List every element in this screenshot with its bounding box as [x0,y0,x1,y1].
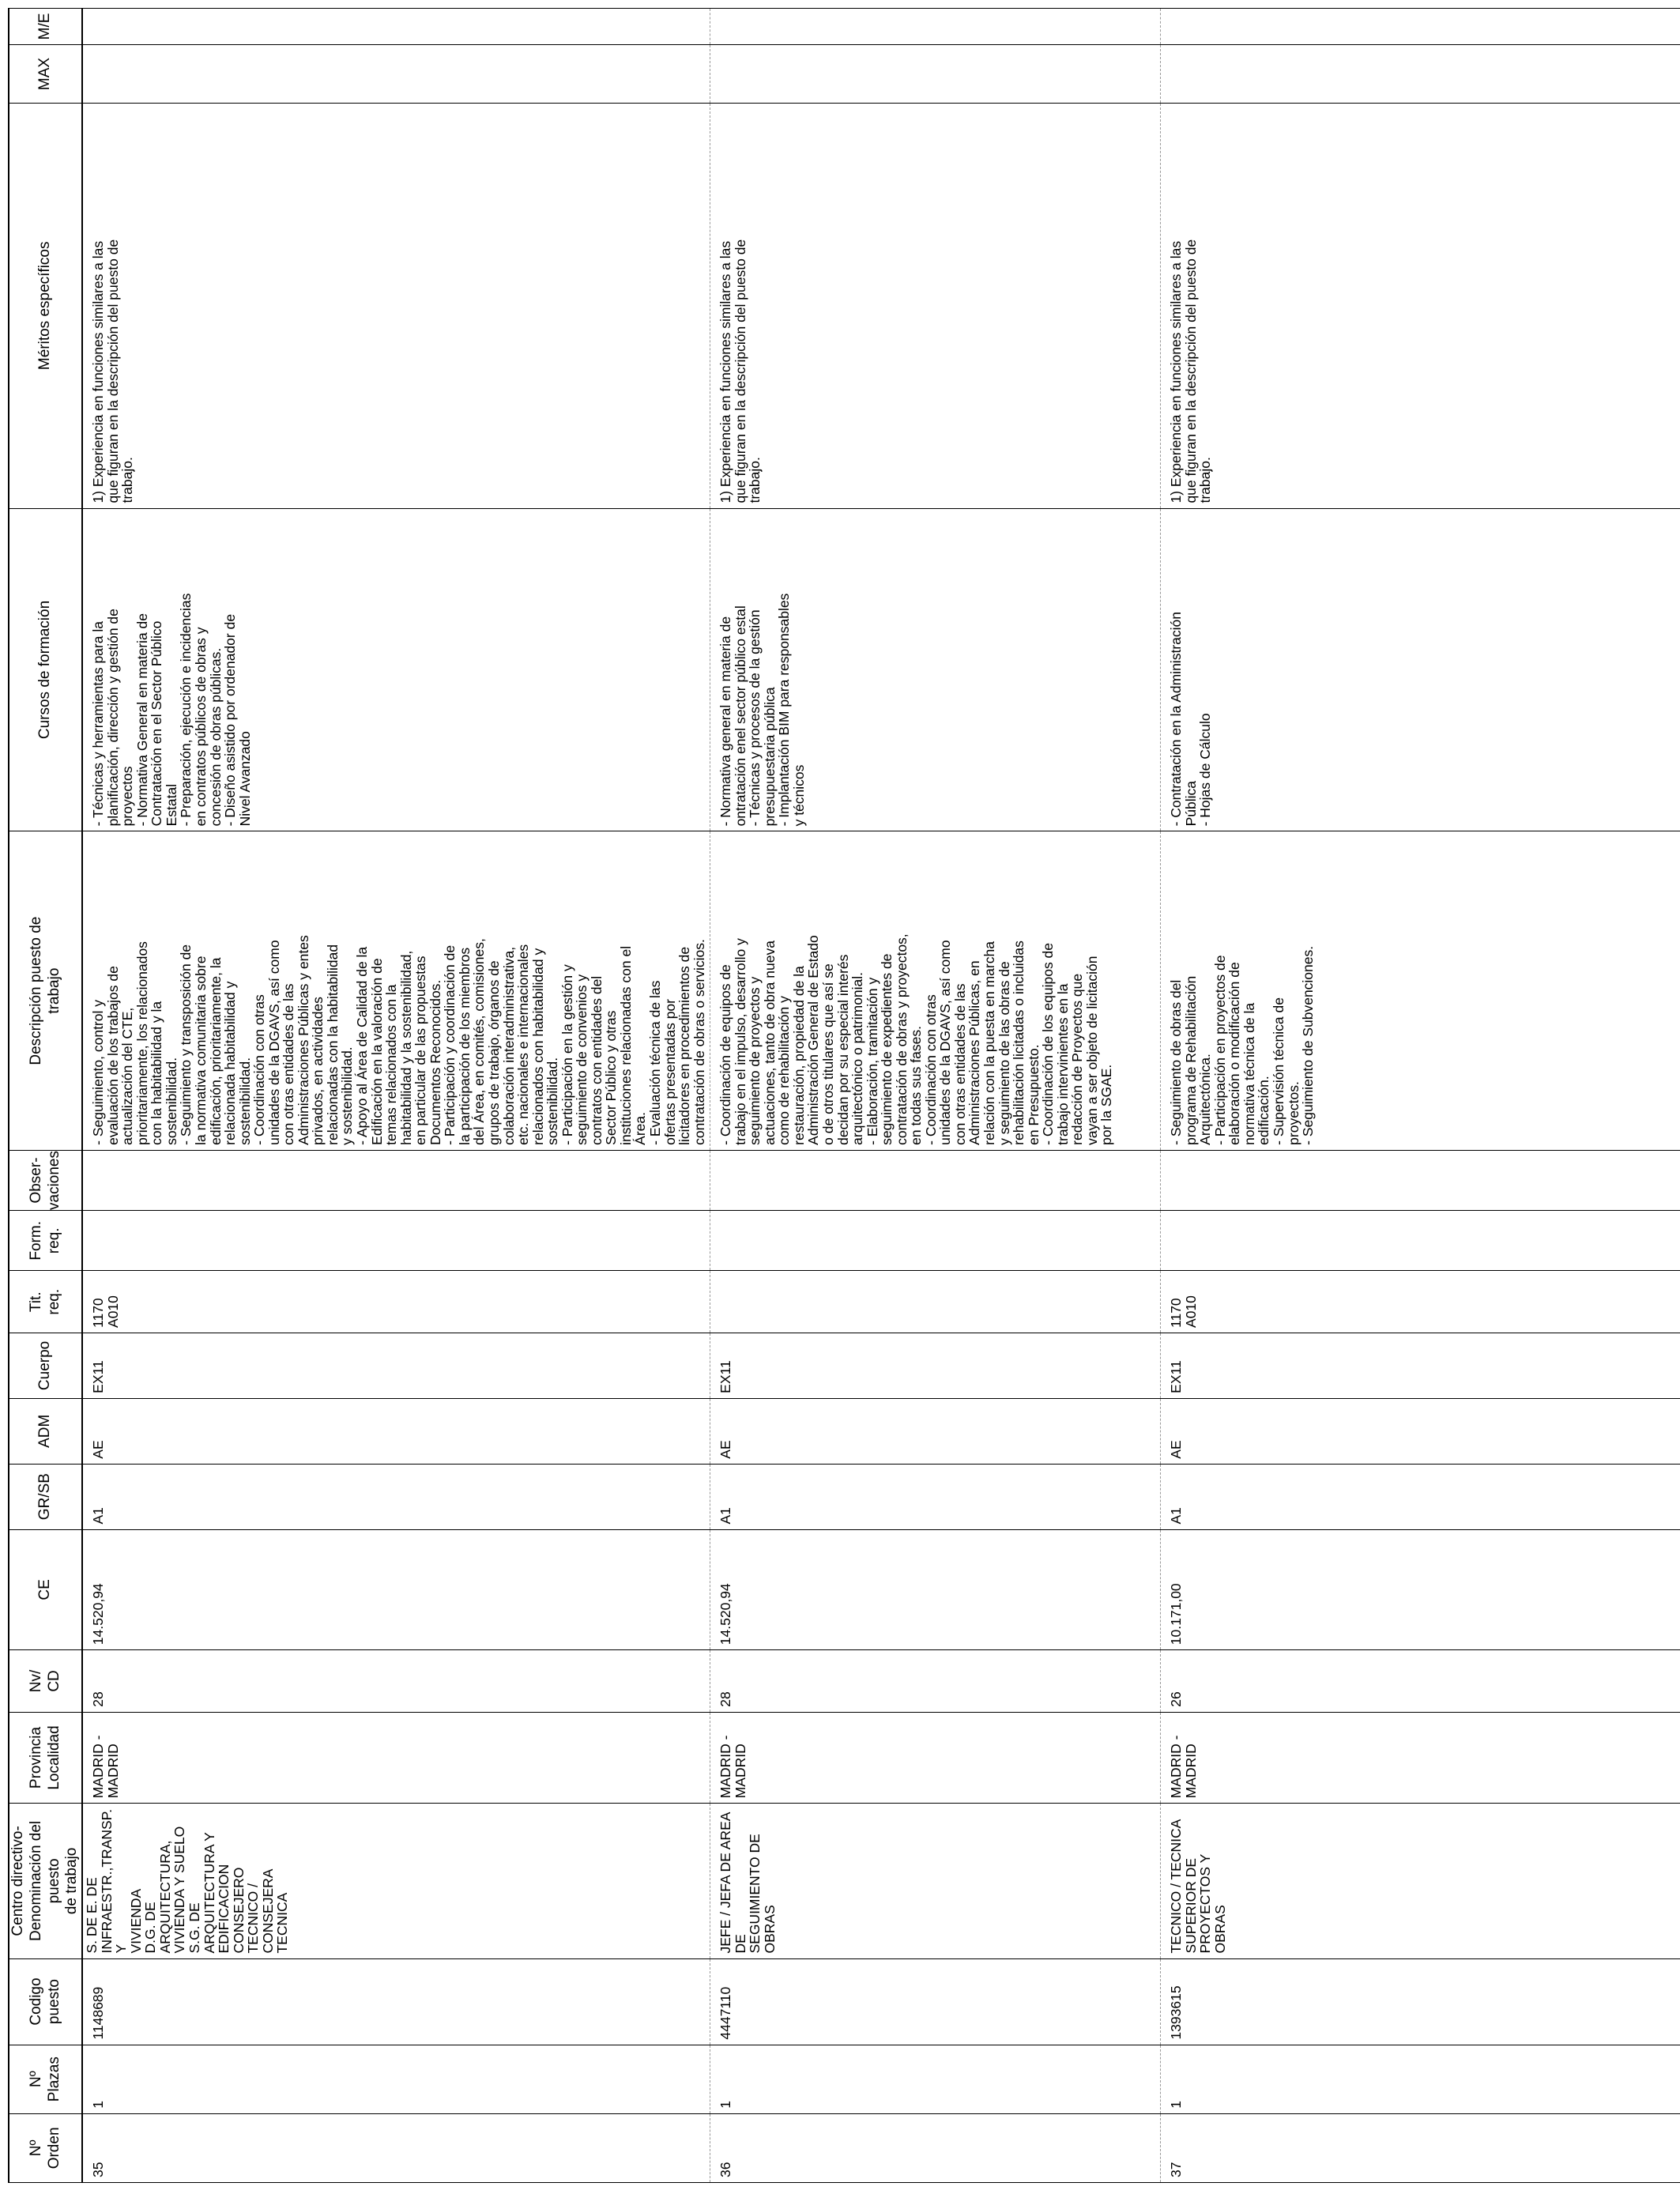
cell-orden: 35 [82,2113,710,2182]
cell-grupo: A1 [710,1464,1161,1529]
header-descripcion: Descripción puesto de trabajo [9,831,82,1150]
cell-descripcion: - Seguimiento, control y evaluación de los trabajos de actualización del CTE, prioritariamente, los relacionados con la habitabilidad y la sostenibilidad. - Seguimiento y transposición de la normativa comunitaria sobre edificación, prioritariamente, la relacionada habitabilidad y sostenibilidad. - Coordinación con otras unidades de la DGAVS, así como con otras entidades de las Administraciones Públicas y entes privados, en actividades relacionadas con la habitabilidad y sostenibilidad. - Apoyo al Área de Calidad de la Edificación en la valoración de temas relacionados con la habitabilidad y la sostenibilidad, en particular de las propuestas Documentos Reconocidos. - Participación y coordinación de la participación de los miembros del Área, en comités, comisiones, grupos de trabajo, órganos de colaboración interadministrativa, etc. nacionales e internacionales relacionados con habitabilidad y sostenibilidad. - Participación en la gestión y seguimiento de convenios y contratos con entidades del Sector Público y otras instituciones relacionadas con el Área. - Evaluación técnica de las ofertas presentadas por licitadores en procedimientos de contratación de obras o servicios. [82,831,710,1150]
header-n-orden: Nº Orden [9,2113,82,2182]
cell-nivel: 28 [710,1650,1161,1713]
cell-provincia: MADRID - MADRID [1161,1712,1680,1804]
cell-nivel: 28 [82,1650,710,1713]
cell-codigo: 1393615 [1161,1958,1680,2045]
cell-observaciones [710,1150,1161,1210]
centro-directivo-block: S. DE E. DE INFRAESTR.,TRANSP.Y VIVIENDA D.G. DE ARQUITECTURA, VIVIENDA Y SUELO S.G. DE ARQUITECTURA Y EDIFICACION [84,1809,232,1954]
cell-adm: AE [82,1398,710,1464]
table-row [1161,9,1680,2183]
cell-titulacion: 1170 A010 [1161,1271,1680,1333]
cell-provincia: MADRID - MADRID [710,1712,1161,1804]
header-row [9,9,82,2183]
header-cursos: Cursos de formación [9,508,82,831]
cell-orden: 36 [710,2113,1161,2182]
header-form-req: Form. req. [9,1211,82,1271]
cell-grupo: A1 [1161,1464,1680,1529]
header-gr-sb: GR/SB [9,1464,82,1529]
cell-meritos: 1) Experiencia en funciones similares a las que figuran en la descripción del puesto de trabajo. [710,104,1161,508]
header-adm: ADM [9,1398,82,1464]
cell-me [1161,9,1680,45]
cell-formacion [1161,1211,1680,1271]
cell-centro [82,1804,710,1958]
cell-cuerpo: EX11 [1161,1333,1680,1398]
cell-max [710,44,1161,103]
puesto-denominacion: CONSEJERO TECNICO / CONSEJERA TECNICA [230,1867,291,1954]
cell-cuerpo: EX11 [710,1333,1161,1398]
header-ce: CE [9,1529,82,1650]
cell-max [82,44,710,103]
cell-descripcion: - Seguimiento de obras del programa de Rehabilitación Arquitectónica. - Participación en proyectos de elaboración o modificación de normativa técnica de la edificación. - Supervisión técnica de proyectos. - Seguimiento de Subvenciones. [1161,831,1680,1150]
cell-centro: JEFE / JEFA DE AREA DE SEGUIMIENTO DE OBRAS [710,1804,1161,1958]
job-positions-table [8,8,1680,2183]
cell-provincia: MADRID - MADRID [82,1712,710,1804]
cell-cursos: - Normativa general en materia de ontratación enel sector público estal - Técnicas y procesos de la gestión presupuestaria pública - Implantación BIM para responsables y técnicos [710,508,1161,831]
cell-codigo: 4447110 [710,1958,1161,2045]
cell-nivel: 26 [1161,1650,1680,1713]
cell-ce: 10.171,00 [1161,1529,1680,1650]
cell-plazas: 1 [710,2045,1161,2113]
header-meritos: Méritos específicos [9,104,82,508]
header-nv-cd: Nv/ CD [9,1650,82,1713]
header-max: MAX [9,44,82,103]
cell-plazas: 1 [1161,2045,1680,2113]
cell-adm: AE [1161,1398,1680,1464]
cell-descripcion: - Coordinación de equipos de trabajo en el impulso, desarrollo y seguimiento de proyectos y actuaciones, tanto de obra nueva como de rehabilitación y restauración, propiedad de la Administración General de Estado o de otros titulares que así se decidan por su especial interés arquitectónico o patrimonial. - Elaboración, tramitación y seguimiento de expedientes de contratación de obras y proyectos, en todas sus fases. - Coordinación con otras unidades de la DGAVS, así como con otras entidades de las Administraciones Públicas, en relación con la puesta en marcha y seguimiento de las obras de rehabilitación licitadas o incluidas en Presupuesto. - Coordinación de los equipos de trabajo intervinientes en la redacción de Proyectos que vayan a ser objeto de licitación por la SGAE. [710,831,1161,1150]
header-cuerpo: Cuerpo [9,1333,82,1398]
cell-orden: 37 [1161,2113,1680,2182]
cell-cursos: - Contratación en la Administración Pública - Hojas de Cálculo [1161,508,1680,831]
header-centro: Centro directivo- Denominación del puesto de trabajo [9,1804,82,1958]
cell-observaciones [82,1150,710,1210]
cell-formacion [710,1211,1161,1271]
cell-max [1161,44,1680,103]
cell-me [710,9,1161,45]
header-n-plazas: Nº Plazas [9,2045,82,2113]
header-observaciones: Obser- vaciones [9,1150,82,1210]
cell-grupo: A1 [82,1464,710,1529]
cell-ce: 14.520,94 [710,1529,1161,1650]
cell-cuerpo: EX11 [82,1333,710,1398]
header-codigo: Codigo puesto [9,1958,82,2045]
header-me: M/E [9,9,82,45]
cell-adm: AE [710,1398,1161,1464]
cell-titulacion: 1170 A010 [82,1271,710,1333]
cell-meritos: 1) Experiencia en funciones similares a las que figuran en la descripción del puesto de trabajo. [82,104,710,508]
header-tit-req: Tit. req. [9,1271,82,1333]
table-row [82,9,710,2183]
cell-centro: TECNICO / TECNICA SUPERIOR DE PROYECTOS Y OBRAS [1161,1804,1680,1958]
cell-codigo: 1148689 [82,1958,710,2045]
cell-observaciones [1161,1150,1680,1210]
cell-titulacion [710,1271,1161,1333]
cell-cursos: - Técnicas y herramientas para la planificación, dirección y gestión de proyectos - Normativa General en materia de Contratación en el Sector Público Estatal - Preparación, ejecución e incidencias en contratos públicos de obras y concesión de obras públicas. - Diseño asistido por ordenador de Nivel Avanzado [82,508,710,831]
cell-plazas: 1 [82,2045,710,2113]
cell-ce: 14.520,94 [82,1529,710,1650]
job-positions-sheet [8,8,1494,2183]
cell-me [82,9,710,45]
cell-formacion [82,1211,710,1271]
cell-meritos: 1) Experiencia en funciones similares a las que figuran en la descripción del puesto de trabajo. [1161,104,1680,508]
header-provincia: Provincia Localidad [9,1712,82,1804]
table-row [710,9,1161,2183]
